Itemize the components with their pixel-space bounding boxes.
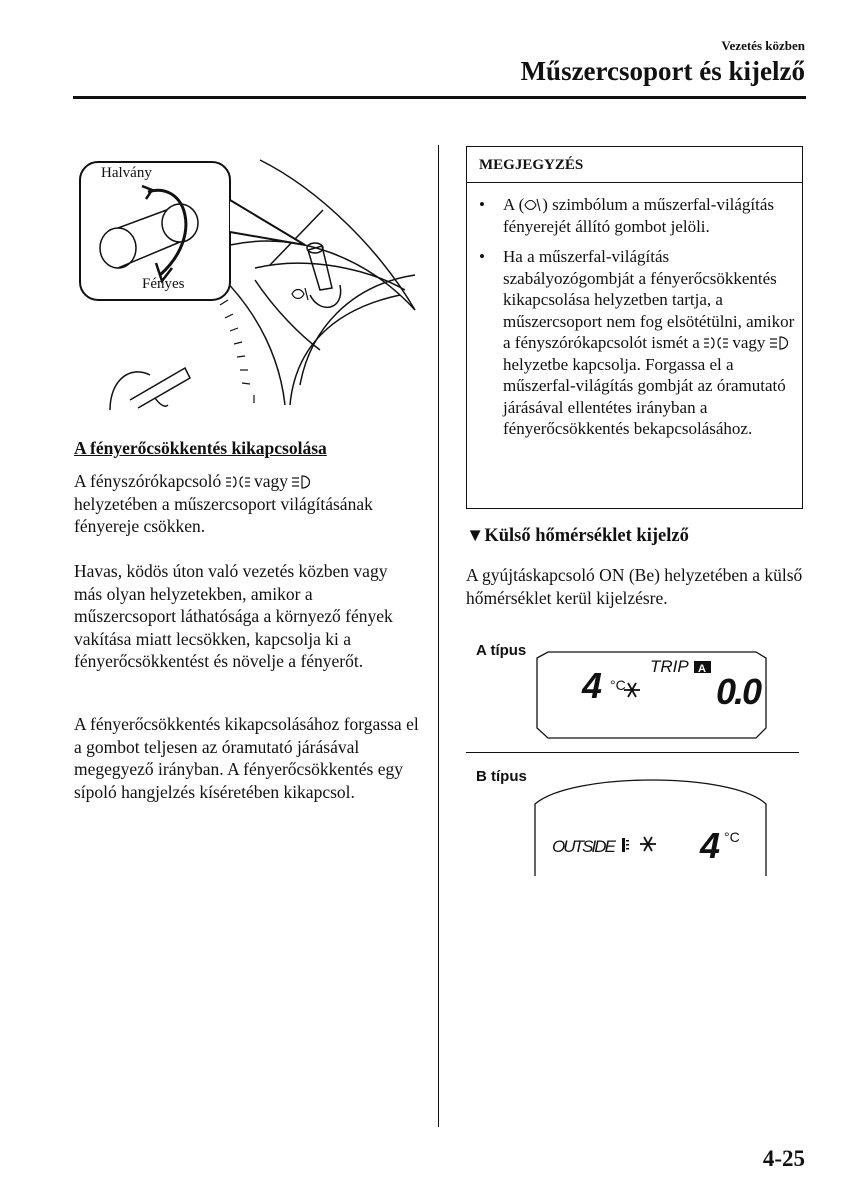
paragraph-1 — [74, 470, 419, 538]
outside-temp-heading — [466, 526, 689, 547]
display-a-trip-label: TRIP — [650, 657, 689, 676]
note-item-2 — [467, 246, 802, 440]
note-bullet: • — [479, 195, 485, 214]
paragraph-2: Havas, ködös úton való vezetés közben vagy más olyan helyzetekben, amikor a műszercsoport láthatósága a környező fények vakítása miatt lecsökken, kapcsolja ki a fényerőcsökkentést és növelje a fényerőt. — [74, 561, 393, 671]
display-a-unit: °C — [610, 677, 626, 693]
paragraph-1-part-c: helyzetében a műszercsoport világításának fényereje csökken. — [74, 493, 373, 536]
page-number: 4-25 — [762, 1146, 805, 1171]
illumination-dimmer-icon — [292, 288, 308, 300]
paragraph-3: A fényerőcsökkentés kikapcsolásához forgassa el a gombot teljesen az óramutató járásával megegyező irányban. A fényerőcsökkentés egy sípoló hangjelzés kíséretében kikapcsol. — [74, 714, 419, 802]
note-bullet: • — [479, 247, 485, 266]
display-a-trip-badge: A — [698, 663, 706, 675]
paragraph-1-part-a: A fényszórókapcsoló — [74, 471, 222, 491]
note-item-2-part-c: helyzetbe kapcsolja. Forgassa el a műszerfal-világítás gombját az óramutató járásával ellentétes irányban a fényerőcsökkentés bekapcsolásához. — [503, 354, 786, 438]
parking-light-icon — [226, 475, 250, 489]
section-title: Vezetés közben — [721, 38, 805, 53]
headlight-icon — [292, 475, 312, 489]
header-rule — [73, 96, 806, 99]
dimmer-knob-illustration — [70, 150, 430, 415]
display-b-temperature: 4 — [700, 825, 721, 866]
paragraph-1-part-b: vagy — [254, 471, 289, 491]
triangle-marker-icon: ▼ — [466, 526, 485, 546]
thermometer-icon — [622, 838, 629, 852]
display-b-unit: °C — [724, 829, 740, 845]
illumination-dimmer-icon — [524, 198, 542, 212]
note-item-1-part-a: A ( — [503, 195, 525, 214]
display-b-outside-label: OUTSIDE — [552, 837, 616, 856]
note-item-2-part-b: vagy — [732, 333, 766, 352]
display-b-screen — [532, 766, 772, 878]
display-b-label: B típus — [476, 768, 527, 785]
display-a-temperature: 4 — [582, 665, 603, 706]
snowflake-icon — [624, 683, 640, 697]
label-dim: Halvány — [101, 165, 152, 181]
page-title: Műszercsoport és kijelző — [520, 56, 805, 86]
parking-light-icon — [704, 336, 728, 350]
subsection-heading: A fényerőcsökkentés kikapcsolása — [74, 438, 327, 458]
outside-temp-paragraph: A gyújtáskapcsoló ON (Be) helyzetében a külső hőmérséklet kerül kijelzésre. — [466, 565, 803, 608]
outside-temp-heading-text: Külső hőmérséklet kijelző — [484, 526, 689, 546]
note-item-2-part-a: Ha a műszerfal-világítás szabályozógombját a fényerőcsökkentés kikapcsolása helyzetben tartja, a műszercsoport nem fog elsötétülni, amikor a fényszórókapcsolót ismét a — [503, 247, 795, 352]
display-separator — [466, 752, 799, 753]
display-a-label: A típus — [476, 642, 527, 659]
note-list — [467, 194, 802, 440]
display-a-screen — [534, 648, 770, 744]
display-a-trip-value: 0.0 — [716, 671, 762, 712]
label-bright: Fényes — [142, 276, 185, 292]
note-heading: MEGJEGYZÉS — [467, 147, 802, 183]
note-item-1-part-b: ) szimbólum a műszerfal-világítás fényerejét állító gombot jelöli. — [503, 195, 775, 236]
note-box — [466, 146, 803, 509]
column-divider — [438, 145, 439, 1127]
snowflake-icon — [640, 837, 656, 851]
note-item-1 — [467, 194, 802, 237]
headlight-icon — [770, 336, 790, 350]
